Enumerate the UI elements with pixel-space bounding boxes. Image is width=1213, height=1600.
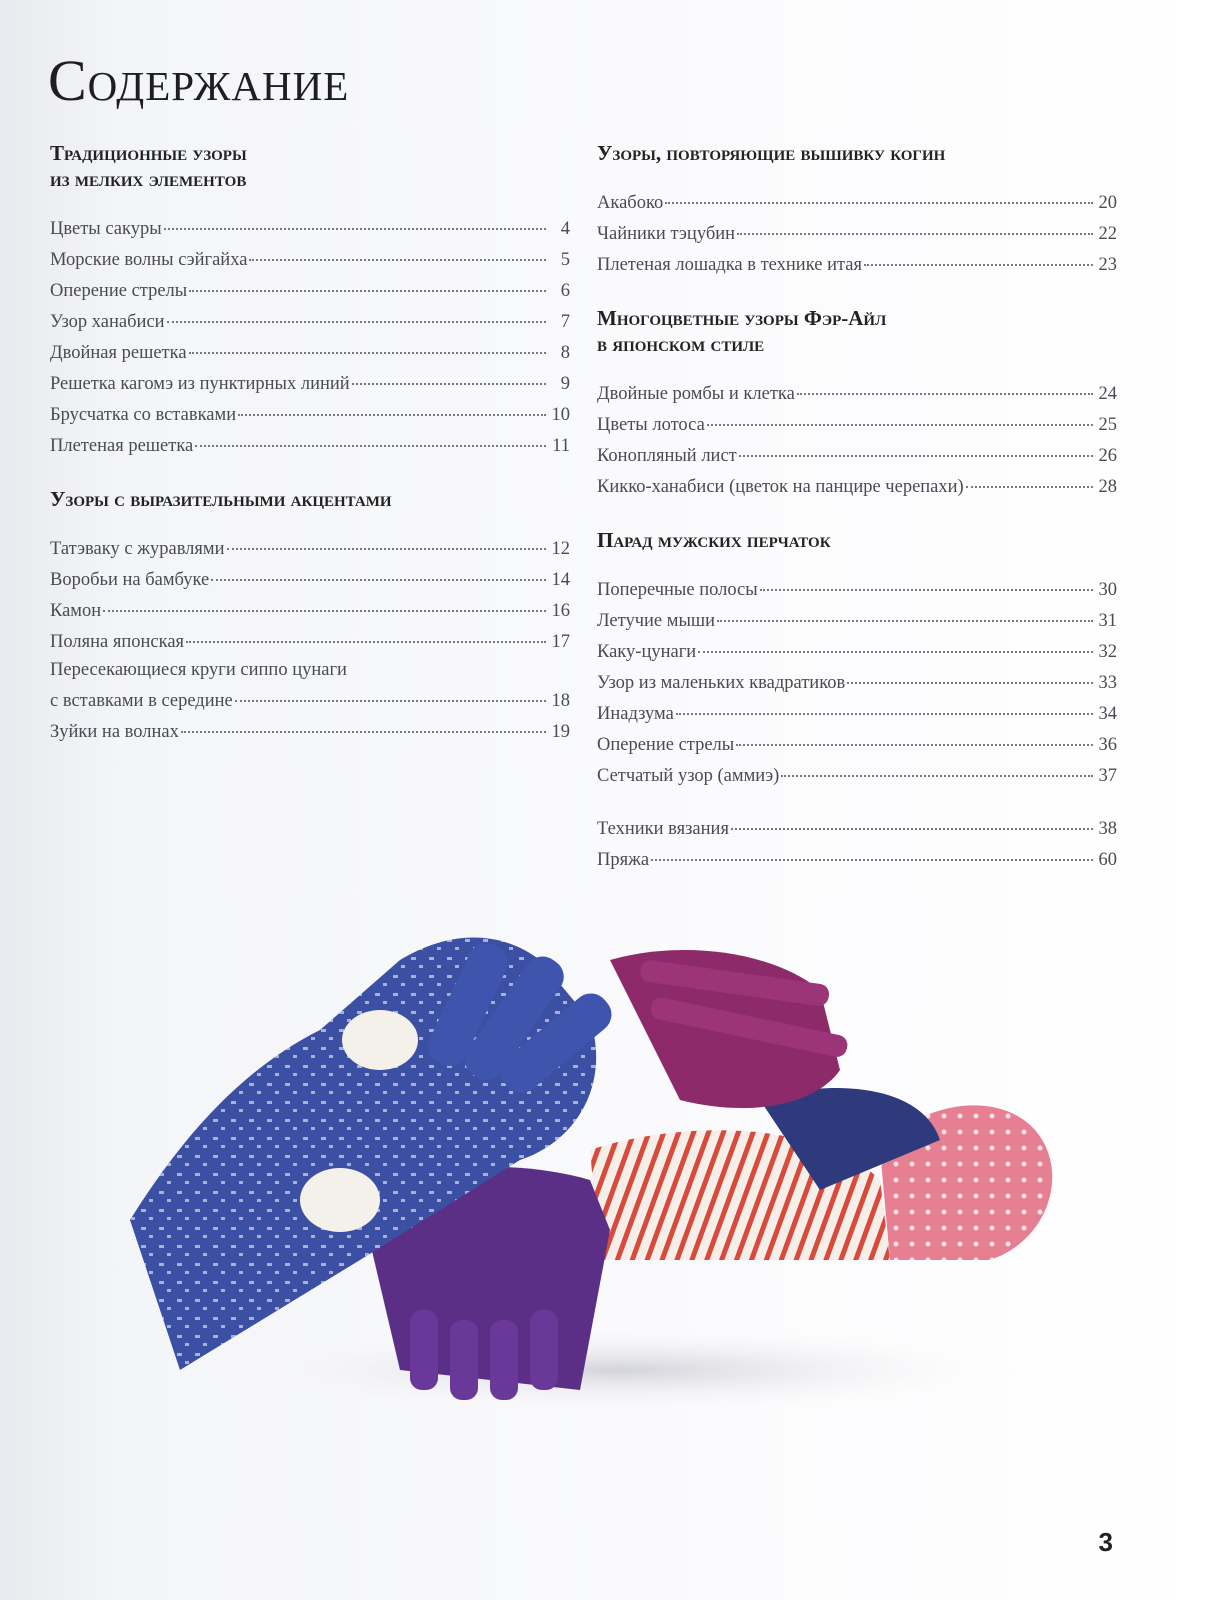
toc-entry-page: 25 (1098, 415, 1117, 435)
toc-entry-page: 22 (1098, 224, 1117, 244)
toc-entry-label: Поперечные полосы (597, 580, 758, 600)
toc-entry[interactable] (597, 759, 1117, 790)
toc-entry-label: Пересекающиеся круги сиппо цунаги (50, 660, 347, 680)
dot-leader (167, 301, 546, 323)
toc-entry-label: Плетеная лошадка в технике итая (597, 255, 862, 275)
toc-entry-label: Воробьи на бамбуке (50, 570, 210, 590)
toc-entry-label: Цветы лотоса (597, 415, 705, 435)
dot-leader (181, 711, 546, 733)
toc-entry-page: 5 (560, 250, 570, 270)
toc-entry[interactable] (50, 715, 570, 746)
toc-entry[interactable] (597, 843, 1117, 874)
dot-leader (249, 239, 546, 261)
toc-entry-page: 33 (1098, 673, 1117, 693)
toc-entry-page: 4 (560, 219, 570, 239)
toc-entry[interactable] (50, 429, 570, 460)
dot-leader (238, 394, 546, 416)
toc-section (597, 305, 1117, 501)
toc-entry-label: Плетеная решетка (50, 436, 194, 456)
toc-entry-label: Морские волны сэйгайха (50, 250, 248, 270)
toc-entry[interactable] (597, 248, 1117, 279)
toc-entry-page: 11 (552, 436, 570, 456)
dot-leader (227, 528, 546, 550)
toc-entry-label: Сетчатый узор (аммиэ) (597, 766, 780, 786)
toc-entry-page: 17 (551, 632, 570, 652)
dot-leader (739, 435, 1093, 457)
dot-leader (676, 693, 1093, 715)
toc-entry-label: Двойные ромбы и клетка (597, 384, 795, 404)
dot-leader (736, 724, 1093, 746)
bird-motif (300, 1168, 380, 1232)
toc-entry-label: Поляна японская (50, 632, 185, 652)
toc-entry-label: Кикко-ханабиси (цветок на панцире черепахи) (597, 477, 964, 497)
section-heading: Традиционные узоры из мелких элементов (50, 141, 247, 191)
toc-entry-label: Техники вязания (597, 819, 729, 839)
toc-entry-page: 7 (560, 312, 570, 332)
toc-entry-label: Каку-цунаги (597, 642, 697, 662)
toc-entry-page: 38 (1098, 819, 1117, 839)
toc-entry-page: 19 (551, 722, 570, 742)
page-title: Содержание (48, 48, 350, 113)
dot-leader (797, 373, 1093, 395)
section-heading: Многоцветные узоры Фэр-Айл в японском стиле (597, 306, 887, 356)
toc-entry-page: 24 (1098, 384, 1117, 404)
toc-entry-label: Инадзума (597, 704, 674, 724)
toc-section (597, 527, 1117, 790)
toc-entry-label: Узор ханабиси (50, 312, 165, 332)
dot-leader (189, 332, 546, 354)
dot-leader (186, 621, 546, 643)
toc-entry-label: Конопляный лист (597, 446, 737, 466)
bird-motif (342, 1010, 418, 1070)
dot-leader (698, 631, 1093, 653)
toc-entry-label: Камон (50, 601, 102, 621)
toc-entry-page: 6 (560, 281, 570, 301)
dot-leader (731, 808, 1093, 830)
section-heading: Парад мужских перчаток (597, 528, 831, 552)
toc-entry-label: Брусчатка со вставками (50, 405, 237, 425)
toc-entry-page: 10 (551, 405, 570, 425)
toc-entry-label: Зуйки на волнах (50, 722, 179, 742)
dot-leader (717, 600, 1093, 622)
toc-entry-label: Решетка кагомэ из пунктирных линий (50, 374, 350, 394)
dot-leader (864, 244, 1093, 266)
dot-leader (164, 208, 546, 230)
toc-entry-page: 37 (1098, 766, 1117, 786)
toc-entry-label: Чайники тэцубин (597, 224, 736, 244)
dot-leader (665, 182, 1093, 204)
toc-extra-section (597, 812, 1117, 874)
toc-entry-page: 16 (551, 601, 570, 621)
toc-entry-page: 20 (1098, 193, 1117, 213)
toc-entry-page: 31 (1098, 611, 1117, 631)
toc-entry-label: Летучие мыши (597, 611, 716, 631)
toc-section (50, 486, 570, 746)
section-heading: Узоры с выразительными акцентами (50, 487, 392, 511)
dot-leader (195, 425, 546, 447)
dot-leader (966, 466, 1093, 488)
dot-leader (707, 404, 1093, 426)
toc-entry-label: Узор из маленьких квадратиков (597, 673, 846, 693)
dot-leader (211, 559, 546, 581)
toc-entry-page: 30 (1098, 580, 1117, 600)
toc-section (597, 140, 1117, 279)
dot-leader (781, 755, 1093, 777)
section-heading: Узоры, повторяющие вышивку когин (597, 141, 946, 165)
toc-right-column (597, 140, 1117, 900)
toc-entry-label: Двойная решетка (50, 343, 187, 363)
dot-leader (737, 213, 1093, 235)
gloves-photo (120, 900, 1080, 1420)
toc-section (50, 140, 570, 460)
toc-entry-label: Пряжа (597, 850, 650, 870)
toc-entry-page: 9 (560, 374, 570, 394)
toc-entry-label: Татэваку с журавлями (50, 539, 225, 559)
toc-entry-page: 34 (1098, 704, 1117, 724)
toc-entry-label: Цветы сакуры (50, 219, 162, 239)
dot-leader (235, 680, 546, 702)
dot-leader (352, 363, 546, 385)
toc-entry-page: 32 (1098, 642, 1117, 662)
dot-leader (847, 662, 1093, 684)
toc-entry-page: 36 (1098, 735, 1117, 755)
toc-entry-page: 14 (551, 570, 570, 590)
toc-entry-page: 12 (551, 539, 570, 559)
toc-entry-label: Оперение стрелы (50, 281, 188, 301)
toc-entry-label: Акабоко (597, 193, 664, 213)
toc-entry-page: 28 (1098, 477, 1117, 497)
toc-entry-page: 26 (1098, 446, 1117, 466)
toc-entry-page: 60 (1098, 850, 1117, 870)
dot-leader (103, 590, 546, 612)
dot-leader (189, 270, 546, 292)
toc-entry-page: 8 (560, 343, 570, 363)
toc-entry-page: 23 (1098, 255, 1117, 275)
toc-entry[interactable] (597, 470, 1117, 501)
toc-entry[interactable] (50, 625, 570, 656)
toc-left-column (50, 140, 570, 772)
dot-leader (760, 569, 1093, 591)
dot-leader (651, 839, 1093, 861)
toc-entry-label: Оперение стрелы (597, 735, 735, 755)
page-number: 3 (1098, 1527, 1113, 1557)
toc-entry-label: с вставками в середине (50, 691, 233, 711)
toc-entry-page: 18 (551, 691, 570, 711)
